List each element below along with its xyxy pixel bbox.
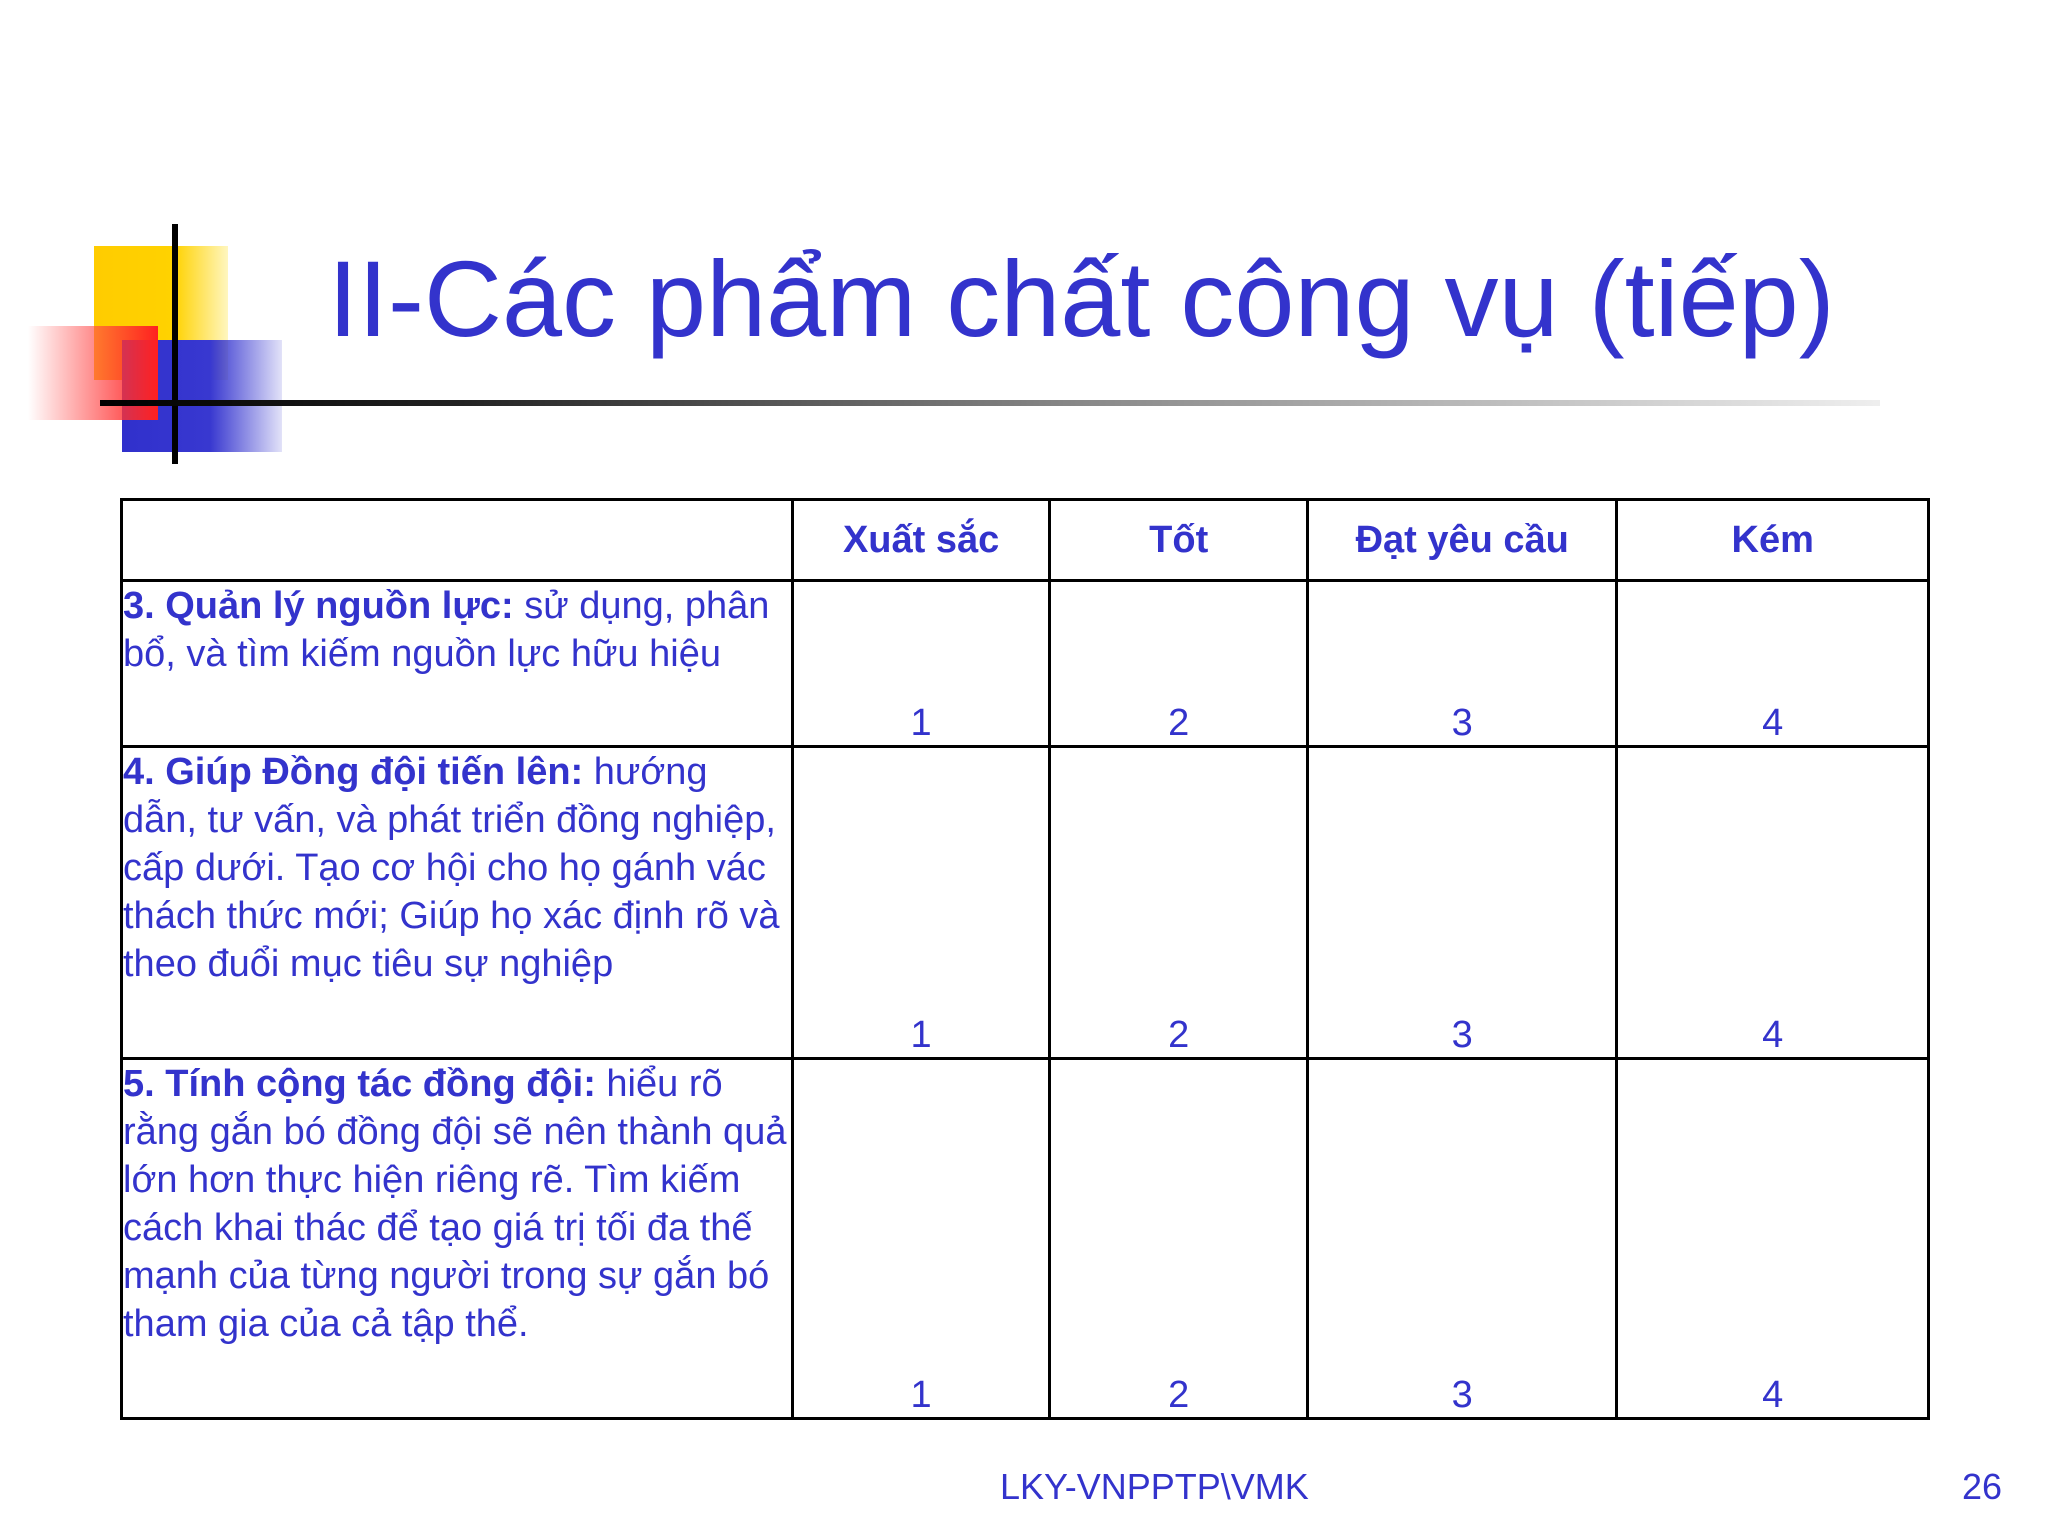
page-number: 26 (1962, 1466, 2003, 1507)
criterion-cell (122, 747, 793, 1059)
criterion-description: hướng dẫn, tư vấn, và phát triển đồng nghiệp, cấp dưới. Tạo cơ hội cho họ gánh vác thách thức mới; Giúp họ xác định rõ và theo đuổi mục tiêu sự nghiệp (123, 751, 780, 985)
criterion-cell (122, 581, 793, 747)
table-row (122, 581, 1929, 747)
score-cell: 4 (1617, 1059, 1929, 1419)
score-cell: 4 (1617, 747, 1929, 1059)
header-criteria (122, 500, 793, 581)
criterion-label: 4. Giúp Đồng đội tiến lên: (123, 751, 584, 793)
table-header-row (122, 500, 1929, 581)
score-cell: 2 (1050, 747, 1308, 1059)
slide-title: II-Các phẩm chất công vụ (tiếp) (328, 238, 1835, 359)
criterion-cell (122, 1059, 793, 1419)
score-cell: 2 (1050, 581, 1308, 747)
evaluation-table (120, 498, 1930, 1420)
table-row (122, 1059, 1929, 1419)
header-excellent: Xuất sắc (792, 500, 1050, 581)
criterion-label: 3. Quản lý nguồn lực: (123, 585, 514, 627)
score-cell: 1 (792, 581, 1050, 747)
criterion-label: 5. Tính cộng tác đồng đội: (123, 1063, 596, 1105)
criterion-description: hiểu rõ rằng gắn bó đồng đội sẽ nên thành quả lớn hơn thực hiện riêng rẽ. Tìm kiếm cách khai thác để tạo giá trị tối đa thế mạnh của từng người trong sự gắn bó tham gia của cả tập thể. (123, 1063, 787, 1345)
header-poor: Kém (1617, 500, 1929, 581)
score-cell: 1 (792, 747, 1050, 1059)
score-cell: 1 (792, 1059, 1050, 1419)
table-row (122, 747, 1929, 1059)
score-cell: 3 (1307, 1059, 1616, 1419)
title-underline (100, 400, 1880, 406)
score-cell: 4 (1617, 581, 1929, 747)
slide-footer: LKY-VNPPTP\VMK (1000, 1466, 1309, 1507)
header-good: Tốt (1050, 500, 1308, 581)
criterion-description: sử dụng, phân bổ, và tìm kiếm nguồn lực hữu hiệu (123, 585, 770, 675)
score-cell: 3 (1307, 747, 1616, 1059)
header-satisfactory: Đạt yêu cầu (1307, 500, 1616, 581)
decor-vertical-line (172, 224, 178, 464)
score-cell: 2 (1050, 1059, 1308, 1419)
score-cell: 3 (1307, 581, 1616, 747)
